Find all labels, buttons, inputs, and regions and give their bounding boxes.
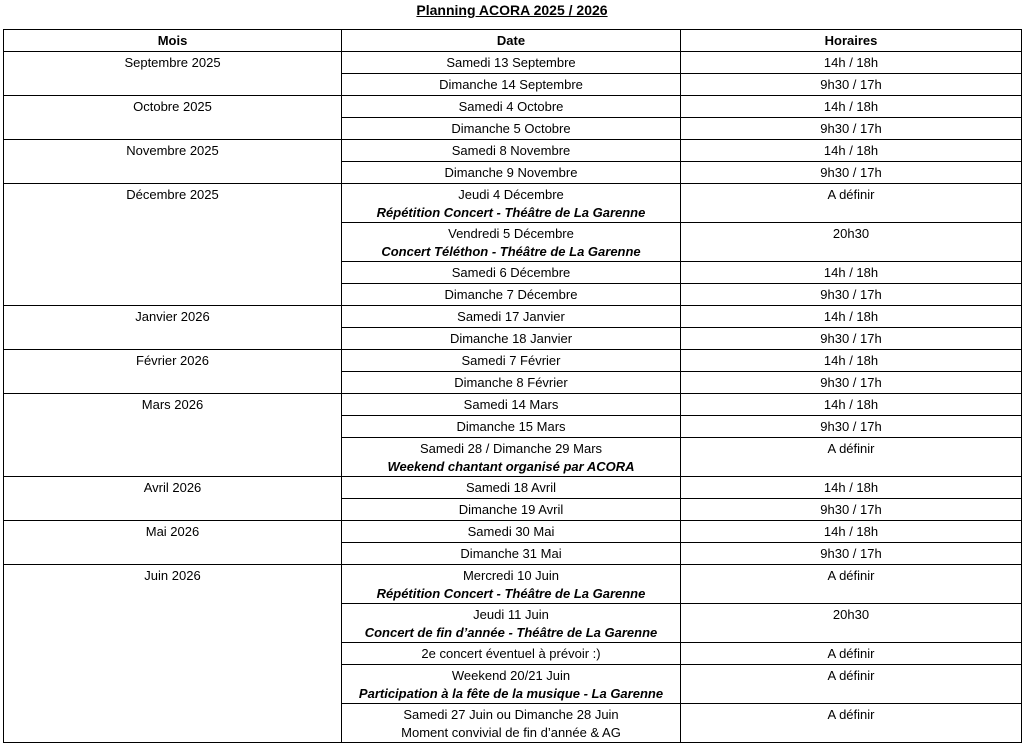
date-cell bbox=[342, 184, 681, 223]
date-text: Mercredi 10 Juin bbox=[462, 568, 560, 583]
table-row bbox=[4, 521, 1022, 543]
hours-cell: A définir bbox=[681, 438, 1022, 477]
date-cell bbox=[342, 521, 681, 543]
hours-cell: 20h30 bbox=[681, 604, 1022, 643]
date-cell bbox=[342, 162, 681, 184]
header-date: Date bbox=[342, 30, 681, 52]
date-cell bbox=[342, 96, 681, 118]
date-text: Weekend 20/21 Juin bbox=[451, 668, 571, 683]
event-note: Weekend chantant organisé par ACORA bbox=[387, 459, 635, 474]
date-text: Dimanche 7 Décembre bbox=[444, 287, 578, 302]
hours-cell: A définir bbox=[681, 184, 1022, 223]
date-text: Dimanche 5 Octobre bbox=[451, 121, 571, 136]
date-text: Samedi 13 Septembre bbox=[446, 55, 576, 70]
hours-cell: A définir bbox=[681, 704, 1022, 743]
table-row bbox=[4, 184, 1022, 223]
date-text: Jeudi 4 Décembre bbox=[458, 187, 564, 202]
date-cell bbox=[342, 643, 681, 665]
date-text: Samedi 28 / Dimanche 29 Mars bbox=[419, 441, 603, 456]
date-cell bbox=[342, 372, 681, 394]
event-note: Concert de fin d’année - Théâtre de La Garenne bbox=[364, 625, 658, 640]
month-cell: Octobre 2025 bbox=[4, 96, 342, 140]
hours-cell: 14h / 18h bbox=[681, 521, 1022, 543]
month-cell: Juin 2026 bbox=[4, 565, 342, 743]
hours-cell: 9h30 / 17h bbox=[681, 416, 1022, 438]
hours-cell: 9h30 / 17h bbox=[681, 118, 1022, 140]
hours-cell: 9h30 / 17h bbox=[681, 162, 1022, 184]
date-cell bbox=[342, 306, 681, 328]
date-text: Dimanche 9 Novembre bbox=[444, 165, 578, 180]
event-note: Répétition Concert - Théâtre de La Garenne bbox=[376, 586, 646, 601]
hours-cell: 9h30 / 17h bbox=[681, 328, 1022, 350]
page-title bbox=[0, 0, 1024, 26]
date-text: Dimanche 8 Février bbox=[454, 375, 568, 390]
hours-cell: A définir bbox=[681, 643, 1022, 665]
table-row bbox=[4, 350, 1022, 372]
date-text: Vendredi 5 Décembre bbox=[448, 226, 574, 241]
hours-cell: 14h / 18h bbox=[681, 306, 1022, 328]
date-cell bbox=[342, 604, 681, 643]
month-cell: Décembre 2025 bbox=[4, 184, 342, 306]
hours-cell: 14h / 18h bbox=[681, 394, 1022, 416]
month-cell: Septembre 2025 bbox=[4, 52, 342, 96]
date-cell bbox=[342, 223, 681, 262]
month-cell: Janvier 2026 bbox=[4, 306, 342, 350]
hours-cell: 9h30 / 17h bbox=[681, 543, 1022, 565]
hours-cell: 14h / 18h bbox=[681, 262, 1022, 284]
hours-cell: 9h30 / 17h bbox=[681, 372, 1022, 394]
hours-cell: 9h30 / 17h bbox=[681, 499, 1022, 521]
date-cell bbox=[342, 118, 681, 140]
month-cell: Novembre 2025 bbox=[4, 140, 342, 184]
title-text: Planning ACORA 2025 / 2026 bbox=[416, 2, 608, 18]
hours-cell: 14h / 18h bbox=[681, 52, 1022, 74]
event-note: Moment convivial de fin d’année & AG bbox=[401, 725, 621, 740]
hours-cell: 9h30 / 17h bbox=[681, 74, 1022, 96]
date-cell bbox=[342, 52, 681, 74]
date-text: Samedi 7 Février bbox=[461, 353, 561, 368]
date-cell bbox=[342, 704, 681, 743]
date-text: Samedi 8 Novembre bbox=[451, 143, 571, 158]
date-cell bbox=[342, 262, 681, 284]
date-text: Samedi 4 Octobre bbox=[458, 99, 564, 114]
date-text: Dimanche 15 Mars bbox=[456, 419, 566, 434]
hours-cell: 20h30 bbox=[681, 223, 1022, 262]
table-row bbox=[4, 477, 1022, 499]
date-cell bbox=[342, 416, 681, 438]
event-note: Concert Téléthon - Théâtre de La Garenne bbox=[381, 244, 641, 259]
date-cell bbox=[342, 565, 681, 604]
event-note: Participation à la fête de la musique - La Garenne bbox=[358, 686, 664, 701]
date-cell bbox=[342, 284, 681, 306]
date-text: Jeudi 11 Juin bbox=[473, 607, 549, 622]
date-cell bbox=[342, 665, 681, 704]
date-text: Samedi 30 Mai bbox=[467, 524, 555, 539]
date-cell bbox=[342, 394, 681, 416]
table-row bbox=[4, 565, 1022, 604]
hours-cell: 14h / 18h bbox=[681, 350, 1022, 372]
date-text: Samedi 27 Juin ou Dimanche 28 Juin bbox=[403, 707, 619, 722]
table-row bbox=[4, 52, 1022, 74]
date-cell bbox=[342, 499, 681, 521]
date-text: Dimanche 19 Avril bbox=[458, 502, 564, 517]
table-row bbox=[4, 306, 1022, 328]
date-text: Dimanche 14 Septembre bbox=[439, 77, 583, 92]
date-cell bbox=[342, 543, 681, 565]
date-text: Samedi 6 Décembre bbox=[451, 265, 571, 280]
table-row bbox=[4, 394, 1022, 416]
header-horaires: Horaires bbox=[681, 30, 1022, 52]
planning-table bbox=[3, 29, 1022, 743]
hours-cell: 14h / 18h bbox=[681, 96, 1022, 118]
month-cell: Mars 2026 bbox=[4, 394, 342, 477]
month-cell: Février 2026 bbox=[4, 350, 342, 394]
date-cell bbox=[342, 477, 681, 499]
hours-cell: A définir bbox=[681, 565, 1022, 604]
date-text: 2e concert éventuel à prévoir :) bbox=[421, 646, 601, 661]
date-text: Samedi 14 Mars bbox=[463, 397, 559, 412]
date-text: Dimanche 18 Janvier bbox=[449, 331, 573, 346]
date-cell bbox=[342, 140, 681, 162]
hours-cell: 14h / 18h bbox=[681, 477, 1022, 499]
planning-body bbox=[4, 52, 1022, 743]
month-cell: Mai 2026 bbox=[4, 521, 342, 565]
header-mois: Mois bbox=[4, 30, 342, 52]
hours-cell: 14h / 18h bbox=[681, 140, 1022, 162]
event-note: Répétition Concert - Théâtre de La Garenne bbox=[376, 205, 646, 220]
date-text: Samedi 18 Avril bbox=[465, 480, 557, 495]
date-cell bbox=[342, 438, 681, 477]
date-cell bbox=[342, 328, 681, 350]
date-text: Dimanche 31 Mai bbox=[460, 546, 562, 561]
date-cell bbox=[342, 350, 681, 372]
table-row bbox=[4, 140, 1022, 162]
hours-cell: A définir bbox=[681, 665, 1022, 704]
date-text: Samedi 17 Janvier bbox=[457, 309, 565, 324]
table-row bbox=[4, 96, 1022, 118]
month-cell: Avril 2026 bbox=[4, 477, 342, 521]
hours-cell: 9h30 / 17h bbox=[681, 284, 1022, 306]
header-row bbox=[4, 30, 1022, 52]
date-cell bbox=[342, 74, 681, 96]
